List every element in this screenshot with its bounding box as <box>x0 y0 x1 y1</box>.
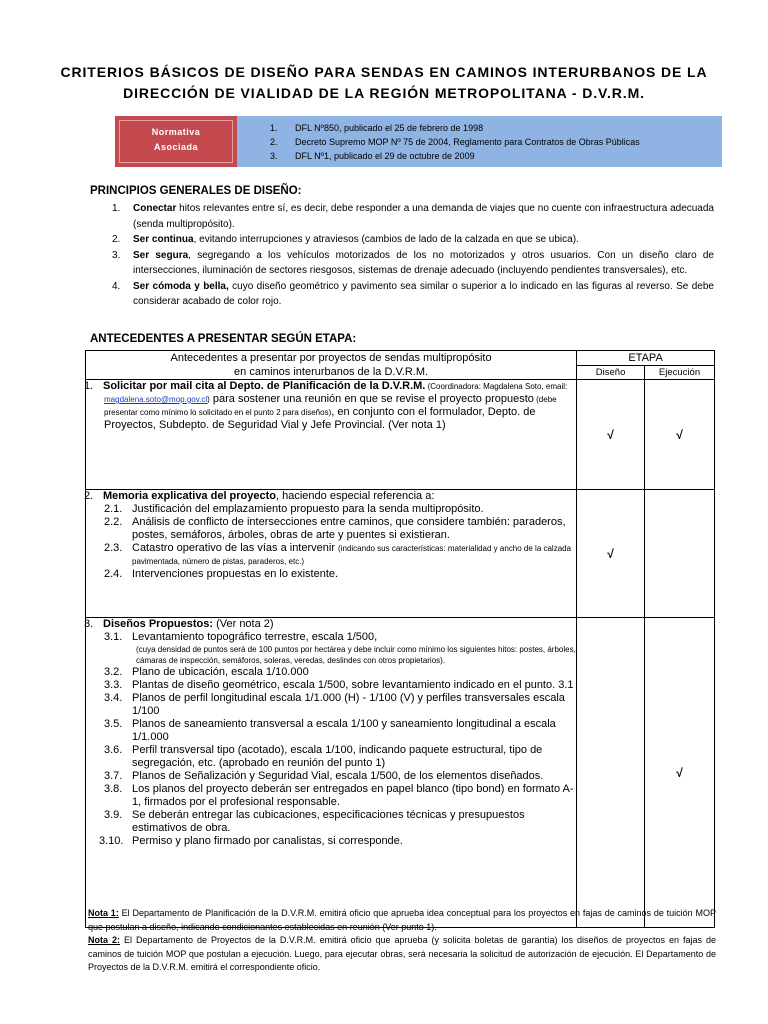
check-mark: √ <box>577 490 645 618</box>
normativa-label-box <box>115 116 237 167</box>
sub-item: 2.1. Justificación del emplazamiento propuesto para la senda multipropósito. <box>104 503 484 515</box>
normativa-list <box>237 116 722 167</box>
normativa-item: 3. DFL Nº1, publicado el 29 de octubre de 2009 <box>270 151 475 161</box>
email-link[interactable]: magdalena.soto@mop.gov.cl <box>104 395 208 404</box>
check-mark: √ <box>645 380 715 490</box>
check-mark: √ <box>645 618 715 928</box>
table-header-antecedentes: Antecedentes a presentar por proyectos de sendas multipropósito en caminos interurbanos de la D.V.R.M. <box>86 351 577 380</box>
table-row-3: 3. Diseños Propuestos: (Ver nota 2) 3.1. Levantamiento topográfico terrestre, escala 1/500, (cuya densidad de puntos será de 100 puntos por hectárea y debe incluir como mínimo los siguientes hitos: postes, árboles, cámaras de inspección, semáforos, soleras, veredas, deslindes con otros propietarios). 3.2. Plano de ubicación, escala 1/10.000 3.3. Plantas de diseño geométrico, escala 1/500, sobre levantamiento indicado en el punto. 3.1 3.4. Planos de perfil longitudinal escala 1/1.000 (H) - 1/100 (V) y perfiles transversales escala 1/100 3.5. Planos de saneamiento transversal a escala 1/100 y saneamiento longitudinal a escala 1/1.000 3.6. Perfil transversal tipo (acotado), escala 1/100, indicando paquete estructural, tipo de segregación, etc. (aprobado en reunión del punto 1) 3.7. Planos de Señalización y Seguridad Vial, escala 1/500, de los elementos diseñados. 3.8. Los planos del proyecto deberán ser entregados en papel blanco (tipo bond) en formato A-1, firmados por el profesional responsable. 3.9. Se deberán entregar las cubicaciones, especificaciones técnicas y presupuestos estimativos de obra. 3.10. Permiso y plano firmado por canalistas, si corresponde. <box>86 618 577 928</box>
principio-item: 1. Conectar hitos relevantes entre sí, es decir, debe responder a una demanda de viajes que no cuente con infraestructura adecuada (senda multipropósito). <box>112 203 714 230</box>
principio-item: 2. Ser continua, evitando interrupciones y atraviesos (cambios de lado de la calzada en que se ubica). <box>112 234 579 245</box>
empty-cell <box>577 618 645 928</box>
principio-item: 4. Ser cómoda y bella, cuyo diseño geométrico y pavimento sea similar o superior a lo indicado en las figuras al reverso. Se debe considerar acabado de color rojo. <box>112 280 714 307</box>
table-header-etapa: ETAPA <box>577 351 715 366</box>
sub-item: 3.8. Los planos del proyecto deberán ser entregados en papel blanco (tipo bond) en formato A-1, firmados por el profesional responsable. <box>104 783 574 808</box>
sub-item: 3.6. Perfil transversal tipo (acotado), escala 1/100, indicando paquete estructural, tipo de segregación, etc. (aprobado en reunión del punto 1) <box>104 744 543 769</box>
sub-item: 3.1. Levantamiento topográfico terrestre, escala 1/500, (cuya densidad de puntos será de 100 puntos por hectárea y debe incluir como mínimo los siguientes hitos: postes, árboles, cámaras de inspección, semáforos, soleras, veredas, deslindes con otros propietarios). <box>104 631 576 665</box>
antecedentes-table <box>85 350 715 928</box>
table-header-ejecucion: Ejecución <box>645 366 715 380</box>
table-row-2: 2. Memoria explicativa del proyecto, haciendo especial referencia a: 2.1. Justificación del emplazamiento propuesto para la senda multipropósito. 2.2. Análisis de conflicto de intersecciones entre caminos, que considere también: paraderos, postes, semáforos, árboles, obras de arte y puentes si existieran. 2.3. Catastro operativo de las vías a intervenir (indicando sus características: materialidad y ancho de la calzada pavimentada, número de pistas, paraderos, etc.) 2.4. Intervenciones propuestas en lo existente. <box>86 490 577 618</box>
sub-item: 2.4. Intervenciones propuestas en lo existente. <box>104 568 339 580</box>
sub-item: 3.2. Plano de ubicación, escala 1/10.000 <box>104 666 309 678</box>
principios-list <box>90 201 714 310</box>
document-title-line1: CRITERIOS BÁSICOS DE DISEÑO PARA SENDAS EN CAMINOS INTERURBANOS DE LA <box>60 64 708 80</box>
empty-cell <box>645 490 715 618</box>
sub-item: 3.7. Planos de Señalización y Seguridad Vial, escala 1/500, de los elementos diseñados. <box>104 770 544 782</box>
normativa-item: 2. Decreto Supremo MOP Nº 75 de 2004, Reglamento para Contratos de Obras Públicas <box>270 137 640 147</box>
notes <box>88 907 716 975</box>
antecedentes-heading: ANTECEDENTES A PRESENTAR SEGÚN ETAPA: <box>90 333 357 345</box>
sub-item: 3.9. Se deberán entregar las cubicaciones, especificaciones técnicas y presupuestos estimativos de obra. <box>104 809 525 834</box>
note-2: Nota 2: El Departamento de Proyectos de la D.V.R.M. emitirá oficio que aprueba (y solicita boletas de garantía) los diseños de proyectos en fajas de caminos de tuición MOP que postulan a ejecución. Luego, para ejecutar obras, será necesaria la solicitud de autorización de ejecución. El Departamento de Proyectos de la D.V.R.M. emitirá el correspondiente oficio. <box>88 935 716 972</box>
sub-item: 3.4. Planos de perfil longitudinal escala 1/1.000 (H) - 1/100 (V) y perfiles transversales escala 1/100 <box>104 692 565 717</box>
check-mark: √ <box>577 380 645 490</box>
principio-item: 3. Ser segura, segregando a los vehículos motorizados de los no motorizados y otros usuarios. Con un diseño claro de intersecciones, iluminación de sectores riesgosos, sistemas de drenaje adecuado (incluyendo pendientes transversales), etc. <box>112 249 714 276</box>
document-title-line2: DIRECCIÓN DE VIALIDAD DE LA REGIÓN METROPOLITANA - D.V.R.M. <box>123 85 645 101</box>
sub-item: 3.3. Plantas de diseño geométrico, escala 1/500, sobre levantamiento indicado en el punto. 3.1 <box>104 679 574 691</box>
principios-heading: PRINCIPIOS GENERALES DE DISEÑO: <box>90 185 302 197</box>
sub-item: 3.5. Planos de saneamiento transversal a escala 1/100 y saneamiento longitudinal a escala 1/1.000 <box>104 718 556 743</box>
sub-item: 3.10. Permiso y plano firmado por canalistas, si corresponde. <box>99 835 403 847</box>
sub-item: 2.3. Catastro operativo de las vías a intervenir (indicando sus características: materialidad y ancho de la calzada pavimentada, número de pistas, paraderos, etc.) <box>104 542 572 566</box>
sub-item: 2.2. Análisis de conflicto de intersecciones entre caminos, que considere también: paraderos, postes, semáforos, árboles, obras de arte y puentes si existieran. <box>104 516 566 541</box>
table-row-1: 1. Solicitar por mail cita al Depto. de Planificación de la D.V.R.M. (Coordinadora: Magdalena Soto, email: magdalena.soto@mop.gov.cl) para sostener una reunión en que se revise el proyecto propuesto (debe presentar como mínimo lo solicitado en el punto 2 para diseños), en conjunto con el formulador, Depto. de Proyectos, Subdepto. de Seguridad Vial y Jefe Provincial. (Ver nota 1) <box>86 380 577 490</box>
note-1: Nota 1: El Departamento de Planificación de la D.V.R.M. emitirá oficio que aprueba idea conceptual para los proyectos en fajas de caminos de tuición MOP que postulan a diseño, indicando condicionantes establecidas en reunión (Ver punto 1). <box>88 908 716 932</box>
normativa-item: 1. DFL Nº850, publicado el 25 de febrero de 1998 <box>270 123 484 133</box>
normativa-label-2: Asociada <box>153 142 199 152</box>
normativa-label-1: Normativa <box>151 127 201 137</box>
table-header-diseno: Diseño <box>577 366 645 380</box>
